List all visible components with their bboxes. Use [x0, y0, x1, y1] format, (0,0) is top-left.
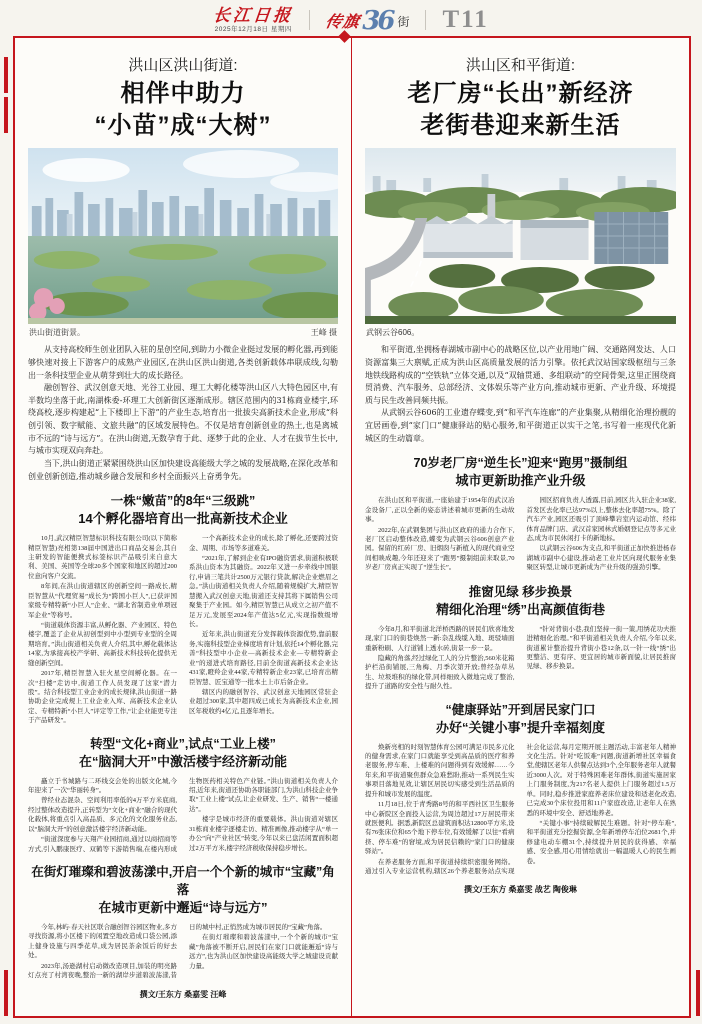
intro-paragraph: 和平街道,坐拥杨春湖城市副中心的战略区位,以产业用地广阔、交通路网发达、人口资源富集三大禀赋,正成为洪山区高质量发展的活力引擎。依托武汉站国家级枢纽与三条地铁线路构成的“空铁轨”立体交通,以及“双轴贯通、多组联动”的空间骨架,这里正围绕商贸消费、汽车服务、总部经济、文体娱乐等产业方向,推动城市更新、产业升级、环境提质与民生改善同频共振。	[365, 345, 676, 405]
section-heading-line: 14个孵化器培育出一批高新技术企业	[78, 511, 288, 527]
registration-mark	[4, 57, 8, 93]
article-heping-street	[352, 38, 689, 1016]
body-paragraph: “街道深度参与天翔产业园招商,通过以商招商等方式,引入鹏康医疗、双鹤等下游销售端,在楼内形成生物医药相关特色产业链。”洪山街道相关负责人介绍,近年来,街道还协助各职能部门,为洪山科技企业争取“工业上楼”试点,让企业研发、生产、销售“一楼通达”。	[28, 777, 338, 853]
body-paragraph: 在洪山区和平街道,一座始建于1954年的武汉冶金设备厂,正以全新的姿态讲述着城市更新的生动故事。	[365, 497, 515, 524]
body-paragraph: 以武钢云谷606为支点,和平街道正加快推进杨春湖城市副中心建设,推动老工业片区向现代服务业集聚区转型,让城市更新成为产业升级的强劲引擎。	[526, 545, 676, 572]
section-body	[28, 534, 338, 725]
section-body	[365, 496, 676, 573]
section-heading	[365, 454, 676, 491]
section-heading-line: 城市更新助推产业升级	[455, 473, 586, 489]
body-paragraph: “2021年,了解到企业有IPO融资需求,街道积极联系洪山资本为其融资。2022年又进一步牵线中国银行,申请三笔共计2500万元银行贷款,解决企业燃眉之急。”洪山街道相关负责人介绍,随着规模扩大,精臣智慧搬入武汉创意天地,街道还支持其将下属销售公司聚集于产业园。如今,精臣智慧已从成立之初产值不足万元,发展至2024年产值达5亿元,实现指数级增长。	[189, 555, 338, 628]
headline-line: “小苗”成“大树”	[94, 111, 272, 139]
industrial-park-photo	[365, 148, 676, 324]
headline-line: 老街巷迎来新生活	[420, 111, 621, 139]
body-paragraph: 一个高新技术企业的成长,除了孵化,还要跨过资金、周期、市场等多道难关。	[189, 535, 338, 552]
article-photo-figure	[365, 148, 676, 338]
section-heading	[365, 701, 676, 738]
body-paragraph: “针对背街小巷,我们坚持一街一策,用绣花功夫推进精细化治理。”和平街道相关负责人介绍,今年以来,街道累计整治提升背街小巷12条,以一针一线“绣”出更整洁、更有序、更宜居的城市新面貌,让居民推窗见绿、移步换景。	[526, 625, 676, 671]
body-paragraph: 焕新亮相的时刻智慧体育公园可满足市民多元化的健身需求,在家门口就能享受到高品质的医疗和养老服务,停车难、上楼难的问题得到有效缓解……今年来,和平街道聚焦群众急难愁盼,推动一系列民生实事项目落地见效,让辖区居民切实感受到生活品质的提升和城市发展的温度。	[365, 743, 515, 798]
page-number: T11	[442, 6, 489, 33]
body-paragraph: 2017年,精臣智慧入驻火星空间孵化器。在一次“扫楼”走访中,街道工作人员发现了这家“潜力股”。结合科技型工业企业的成长规律,洪山街道一路协助企业完成规上工业企业入库、高新技术企业认定、专精特新“小巨人”评定等工作,“让企业能更专注于产品研发”。	[28, 670, 177, 725]
intro-paragraph: 从武钢云谷606的工业遗存蝶变,到“和平汽车连廊”的产业集聚,从精细化治理扮靓的宜居画卷,到“家门口”健康驿站的贴心服务,和平街道正以实干之笔,书写着一座现代化新城区的生动篇章。	[365, 408, 676, 443]
section-logo-number: 36	[362, 5, 393, 36]
registration-mark	[4, 97, 8, 133]
intro-paragraph: 当下,洪山街道正紧紧围绕洪山区加快建设高能级大学之城的发展战略,在深化改革和创业创新创造,推动城乡融合发展和乡村全面振兴上奋勇争先。	[28, 458, 338, 481]
header-divider	[425, 10, 426, 30]
section-heading	[28, 492, 338, 529]
photo-credit: 王峰 摄	[310, 328, 337, 338]
section-heading-line: 一株“嫩苗”的8年“三级跳”	[110, 494, 256, 509]
photo-caption: 洪山街道街景。	[29, 328, 85, 338]
article-photo-figure	[28, 148, 338, 338]
section-heading-line: 办好“关键小事”提升幸福刻度	[435, 719, 605, 735]
section-logo-suffix: 街	[397, 14, 410, 29]
section-body	[365, 625, 676, 692]
photo-caption-row	[366, 327, 675, 338]
body-paragraph: 近年来,洪山街道充分发挥载体资源优势,靠前服务,实施科技型企业梯度培育计划,依托14个孵化器,完善“科技型中小企业—高新技术企业—专精特新企业”的递进式培育路径,目前全街道高新技术企业达431家,瞪羚企业44家,专精特新企业23家,已培育出精臣智慧、匠宝通等一批本土上市后备企业。	[189, 631, 338, 686]
section-heading-line: “健康驿站”开到居民家门口	[445, 702, 596, 717]
section-heading	[28, 863, 338, 918]
section-body	[28, 777, 338, 854]
article-intro	[28, 344, 338, 483]
body-paragraph: 矗立于书城路与二环线交会处的出版文化城,今年迎来了一次“华丽转身”。	[28, 777, 177, 795]
section-heading	[365, 583, 676, 620]
body-paragraph: 园区招商负责人透露,目前,园区共入驻企业38家,首发区去化率已达97%以上,整体去化率超75%。除了汽车产业,园区还吸引了顶峰攀岩室内运动馆、经纬体育品牌门店、武汉首家园林式婚姻登记点等多元业态,成为市民休闲打卡的新地标。	[526, 497, 676, 542]
section-heading-line: 在城市更新中邂逅“诗与远方”	[98, 900, 268, 916]
section-logo-script: 传旗	[324, 11, 362, 31]
article-byline: 撰文/王东方 桑嘉雯 战艺 陶俊琳	[464, 885, 577, 895]
section-heading-line: 在街灯璀璨和碧波荡漾中,开启一个个新的城市“宝藏”角落	[31, 864, 335, 898]
body-paragraph: 隐藏的角落,经过绿化工人的分片整治,560米花箱护栏沿街铺展,三角梅、月季次第开放;曾经杂草丛生、垃圾堆积的绿化带,同样细致入微地完成了整治,提升了道路的安全性与耐久性。	[365, 654, 515, 691]
headline-line: 相伴中助力	[120, 80, 246, 107]
page-header	[0, 0, 702, 37]
article-hongshan-street	[15, 38, 352, 1016]
body-paragraph: 10月,武汉精臣智慧标识科技有限公司(以下简称精臣智慧)亮相第138届中国进出口商品交易会,其自主研发的智能便携式标签标识产品吸引来自意大利、美国、英国等全球20多个国家和地区的超过200位意向客户交流。	[28, 535, 177, 580]
section-body	[365, 743, 676, 877]
body-paragraph: 楼宇是城市经济的重要载体。洪山街道对辖区31栋商业楼宇逐楼走访、精准画像,推动楼宇从“单一办公”向“产业社区”转变,今年以来已盘活闲置面积超过2万平方米,楼宇经济税收保持稳步增长。	[189, 816, 338, 852]
body-paragraph: 曾经业态混杂、空间利用率低的4万平方米底商,经过整体改造提升,正转型为“文化+商业”融合的现代化载体,将重点引入高品质、多元化的文化服务业态,以“脑洞大开”的创意激活楼宇经济新动能。	[28, 797, 177, 833]
section-logo	[324, 5, 410, 36]
article-intro	[365, 344, 676, 445]
article-byline: 撰文/王东方 桑嘉雯 汪峰	[139, 989, 227, 999]
article-headline	[28, 78, 338, 141]
section-heading	[28, 735, 338, 772]
body-paragraph: 在街灯璀璨和碧波荡漾中,一个个新的城市“宝藏”角落被不断开启,居民们在家门口就能邂逅“诗与远方”,也为洪山区加快建设高能级大学之城建设贡献力量。	[189, 934, 338, 970]
article-kicker: 洪山区洪山街道:	[128, 57, 238, 74]
cityscape-lake-photo	[28, 148, 338, 324]
section-heading-line: 精细化治理“绣”出高颜值街巷	[435, 601, 605, 617]
body-paragraph: 2022年,在武钢集团与洪山区政府的通力合作下,老厂区启动整体改造,蝶变为武钢云谷606创意产业园。保留的红砖厂房、旧烟囱与新植入的现代商业空间相映成趣,今年还迎来了“跑男”摄制组前来取景,70岁老厂房真正实现了“逆生长”。	[365, 526, 515, 572]
body-paragraph: 11月18日,位于青秀路8号的和平西社区卫生服务中心新院区全面投入运营,为周边超过17万居民带来就医便利。据悉,新院区总建筑面积达12800平方米,设有76张床位和65个地下停车位,有效缓解了以往“看病挤、停车难”的窘境,成为居民信赖的“家门口的健康驿站”。	[365, 801, 515, 856]
publication-date: 2025年12月18日 星期四	[214, 26, 292, 34]
section-heading-line: 推窗见绿 移步换景	[468, 584, 573, 599]
intro-paragraph: 融创智谷、武汉创意天地、光谷工业园、理工大孵化楼等洪山区八大特色园区中,有半数均坐落于此,南湖株委-环理工大创新街区逐渐成形。辖区范围内的31栋商业楼宇,环绕高校,逐步构建起“上下楼即上下游”的产业生态,培育出一批拔尖高新技术企业,形成“科创引领、数字赋能、文旅共融”的区域发展特色。不仅是培育创新创业的热土,也是离城市不远的“诗与远方”。在洪山街道,无数孕育于此、逐梦于此的企业、人才在拔节生长中,与城市实现双向奔赴。	[28, 383, 338, 456]
body-paragraph: 2023年,汤逊湖村启动微改造项目,加装的明亮路灯点亮了村湾夜晚,整治一新的湖岸步道碧波荡漾,昔日的城中村,正悄然成为城市居民的“宝藏”角落。	[28, 924, 327, 980]
section-heading-line: 在“脑洞大开”中激活楼宇经济新动能	[78, 753, 287, 769]
newspaper-title: 长江日报	[212, 5, 295, 26]
body-paragraph: 今年,林屿·春天社区联合融创智谷园区物业,多方寻找资源,将小区楼下的闲置空地改造成口袋公园,添上健身设施与四季花草,成为居民茶余饭后的好去处。	[28, 924, 177, 960]
article-kicker: 洪山区和平街道:	[465, 57, 576, 74]
headline-line: 老厂房“长出”新经济	[407, 80, 634, 107]
body-paragraph: 今年8月,和平街道北洋桥西路的居民们欣喜地发现,家门口的街巷焕然一新:杂乱线缆入地、斑驳墙面重新粉刷、人行道铺上透水砖,街景一步一景。	[365, 625, 515, 652]
section-heading-line: 70岁老厂房“逆生长”迎来“跑男”摄制组	[413, 456, 628, 471]
section-heading-line: 转型“文化+商业”,试点“工业上楼”	[90, 736, 276, 751]
body-paragraph: 辖区内的融创智谷、武汉创意天地园区常驻企业超过300家,其中超四成已成长为高新技术企业,园区年税收约4亿元,且逐年增长。	[189, 688, 338, 715]
section-body	[28, 923, 338, 981]
header-divider	[309, 10, 310, 30]
photo-caption: 武钢云谷606。	[366, 328, 420, 338]
body-paragraph: 8年间,在洪山街道辖区的创新空间一路成长,精臣智慧从“代理贸易”成长为“跨国小巨人”,已获评国家级专精特新“小巨人”企业、“湖北省制造业单项冠军企业”等称号。	[28, 583, 177, 619]
registration-mark	[696, 970, 700, 1016]
body-paragraph: “街道载体资源丰富,从孵化器、产业园区、特色楼宇,覆盖了企业从初创型到中小型到专业型的全周期培育。”洪山街道相关负责人介绍,其中,孵化载体达14家,为承接高校产学研、高新技术科技转化提供无缝创新空间。	[28, 621, 177, 667]
body-paragraph: 在养老服务方面,和平街道持续织密服务网络。通过引入专业运营机构,辖区26个养老服务站点实现社会化运营,每月定期开展主题活动,丰富老年人精神文化生活。针对“吃饭难”问题,街道新增社区幸福食堂,使辖区老年人供餐点达到3个,全年服务老年人就餐近3000人次。对于特殊困难老年群体,街道实施居家上门服务制度,为217名老人提供上门服务超过1.5万单。同时,稳步推进家庭养老床位建设和适老化改造,已完成30个床位投用和11户家庭改造,让老年人在熟悉的环境中安全、舒适地养老。	[365, 743, 676, 876]
intro-paragraph: 从支持高校师生创业团队入驻的星创空间,到助力小微企业挺过发展的孵化器,再到能够快速对接上下游客户的成熟产业园区,在洪山区洪山街道,各类创新载体串联成线,勾勒出一条科技型企业从萌芽到壮大的成长路径。	[28, 345, 338, 380]
body-paragraph: “关键小事”持续破解民生难题。针对“停车难”,和平街道充分挖掘资源,全年新增停车泊位2681个,并修建电动车棚31个,持续提升居民的获得感、幸福感、安全感,用心用情绘就出一幅温暖人心的民生画卷。	[526, 819, 676, 865]
registration-mark	[4, 970, 8, 1016]
masthead-block	[213, 7, 293, 34]
content-frame	[13, 36, 691, 1018]
photo-caption-row	[29, 327, 337, 338]
article-headline	[365, 78, 676, 141]
